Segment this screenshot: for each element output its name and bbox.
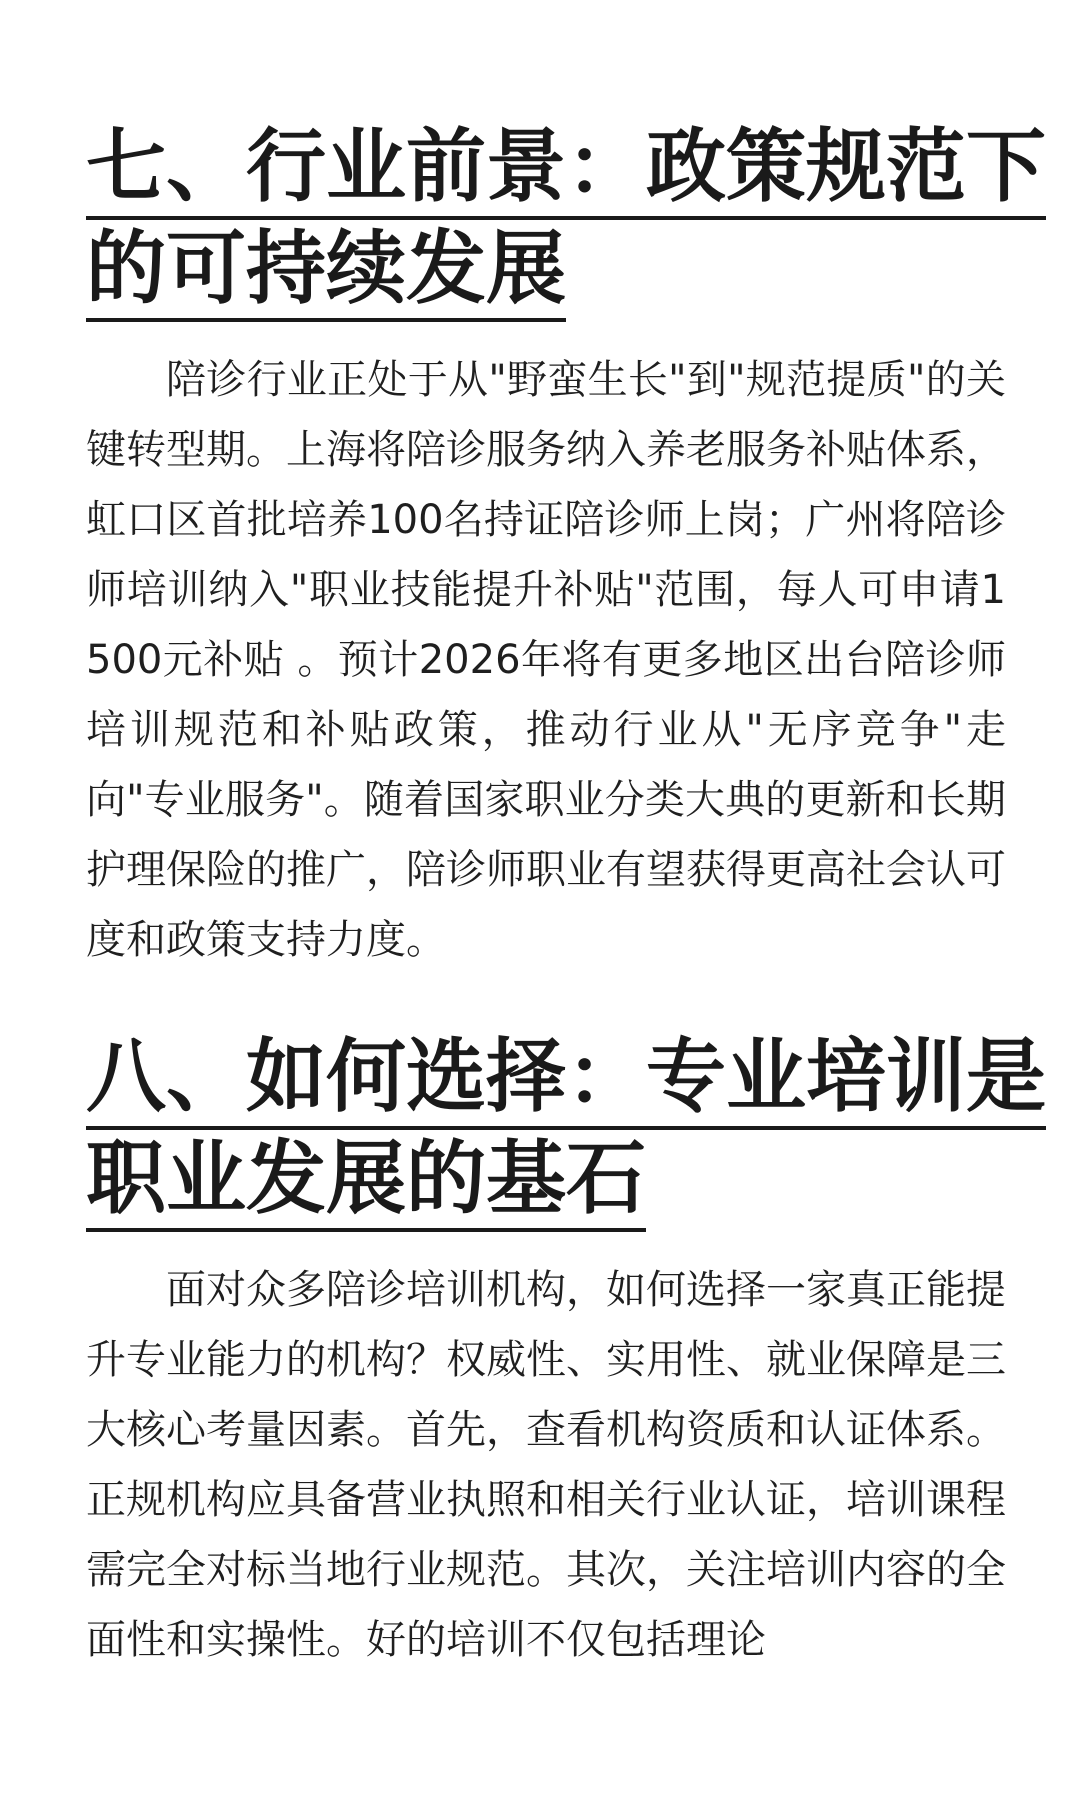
section-title-8-line-1: 八、如何选择：专业培训是 (86, 1028, 1046, 1130)
section-title-8 (86, 1028, 1046, 1232)
section-paragraph-8: 面对众多陪诊培训机构，如何选择一家真正能提升专业能力的机构？权威性、实用性、就业保障是三大核心考量因素。首先，查看机构资质和认证体系。正规机构应具备营业执照和相关行业认证，培训课程需完全对标当地行业规范。其次，关注培训内容的全面性和实操性。好的培训不仅包括理论 (86, 1267, 1006, 1663)
section-title-7-line-2: 的可持续发展 (86, 220, 566, 322)
section-title-7-line-1: 七、行业前景：政策规范下 (86, 118, 1046, 220)
section-paragraph-7: 陪诊行业正处于从"野蛮生长"到"规范提质"的关键转型期。上海将陪诊服务纳入养老服务补贴体系，虹口区首批培养100名持证陪诊师上岗；广州将陪诊师培训纳入"职业技能提升补贴"范围，每人可申请1500元补贴 。预计2026年将有更多地区出台陪诊师培训规范和补贴政策，推动行业从"无序竞争"走向"专业服务"。随着国家职业分类大典的更新和长期护理保险的推广，陪诊师职业有望获得更高社会认可度和政策支持力度。 (86, 357, 1006, 963)
section-title-7 (86, 118, 1046, 322)
section-title-8-line-2: 职业发展的基石 (86, 1130, 646, 1232)
